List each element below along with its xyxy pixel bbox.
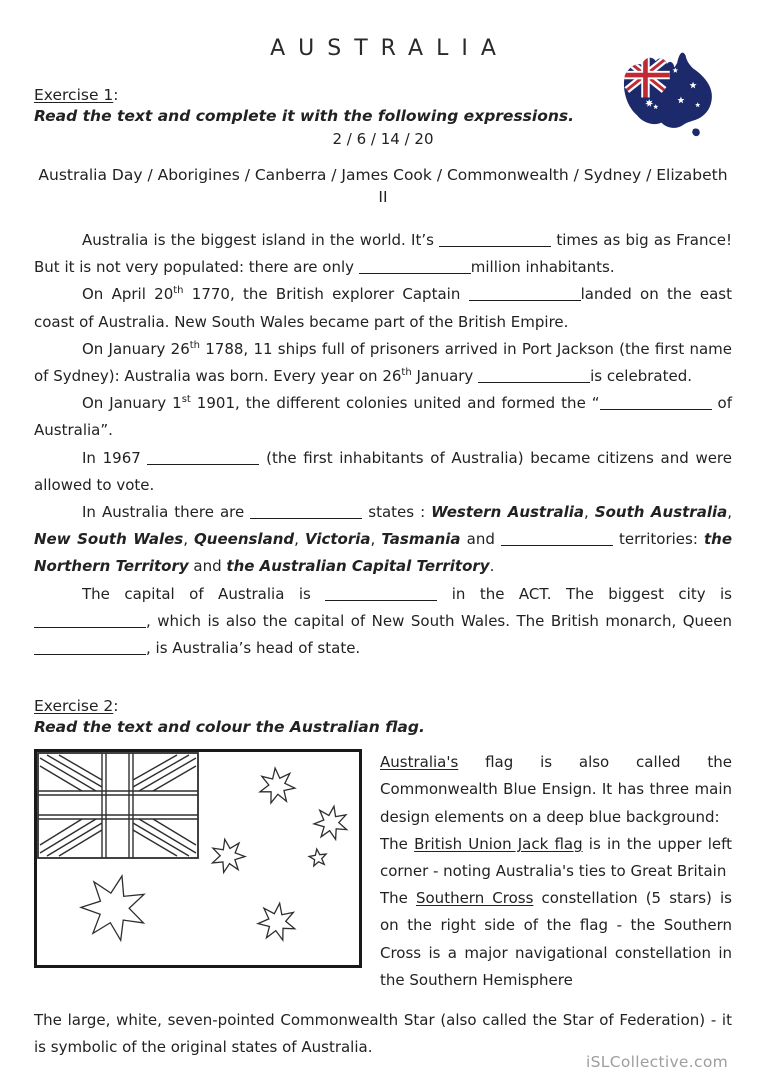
paragraph-1: Australia is the biggest island in the world. It’s times as big as France! But it is not very populated: there are only million inhabitants. — [34, 231, 732, 277]
exercise1-label: Exercise 1: — [34, 86, 119, 104]
superscript: th — [173, 285, 184, 297]
australia-map-shape — [624, 53, 712, 128]
exercise2-instructions: Read the text and colour the Australian flag. — [34, 718, 425, 737]
emphasized-text: Western Australia — [431, 503, 585, 522]
flag-section — [34, 749, 732, 994]
fill-in-blank[interactable] — [34, 641, 146, 655]
fill-in-blank[interactable] — [439, 233, 551, 247]
fill-in-blank[interactable] — [501, 532, 613, 546]
flag-description-line-1: Australia's flag is also called the Commonwealth Blue Ensign. It has three main design elements on a deep blue background: — [380, 753, 732, 826]
emphasized-text: New South Wales — [34, 530, 184, 549]
emphasized-text: South Australia — [594, 503, 728, 522]
australian-flag-outline — [34, 749, 362, 968]
page-title: AUSTRALIA — [270, 36, 509, 61]
paragraph-3: On January 26th 1788, 11 ships full of prisoners arrived in Port Jackson (the first name of Sydney): Australia was born. Every year on 26th January is celebrated. — [34, 339, 732, 386]
islcollective-watermark: iSLCollective.com — [586, 1053, 728, 1071]
superscript: th — [401, 367, 412, 379]
flag-description — [380, 749, 732, 994]
superscript: st — [181, 394, 191, 406]
australia-map-flag-icon — [610, 42, 722, 138]
commonwealth-star-outline — [76, 868, 154, 944]
underlined-text: Southern Cross — [415, 889, 534, 908]
tasmania-shape — [692, 128, 700, 136]
fill-in-blank[interactable] — [34, 614, 146, 628]
underlined-text: British Union Jack flag — [414, 834, 583, 853]
paragraph-7: The capital of Australia is in the ACT. The biggest city is , which is also the capital of New South Wales. The British monarch, Queen , is Australia’s head of state. — [34, 581, 732, 663]
emphasized-text: Tasmania — [381, 530, 461, 549]
paragraph-2: On April 20th 1770, the British explorer Captain landed on the east coast of Australia. New South Wales became part of the British Empire. — [34, 285, 732, 331]
emphasized-text: the Northern Territory — [34, 530, 732, 576]
southern-cross-outline — [208, 767, 350, 942]
exercise1-instructions: Read the text and complete it with the following expressions. — [34, 107, 575, 125]
fill-in-blank[interactable] — [250, 505, 362, 519]
fill-in-blank[interactable] — [469, 287, 581, 301]
exercise2-label: Exercise 2: — [34, 697, 119, 716]
fill-in-blank[interactable] — [147, 451, 259, 465]
exercise1-text — [34, 227, 732, 662]
flag-description-line-2: The British Union Jack flag is in the upper left corner - noting Australia's ties to Great Britain — [380, 834, 732, 881]
paragraph-4: On January 1st 1901, the different colonies united and formed the “ of Australia”. — [34, 394, 732, 440]
union-jack-outline — [38, 753, 198, 858]
paragraph-6: In Australia there are states : Western Australia, South Australia, New South Wales, Queensland, Victoria, Tasmania and territories: the Northern Territory and the Australian Capital Territory. — [34, 503, 733, 576]
emphasized-text: Queensland — [194, 530, 295, 549]
exercise1-number-options: 2 / 6 / 14 / 20 — [332, 130, 434, 148]
exercise1-word-bank: Australia Day / Aborigines / Canberra / James Cook / Commonwealth / Sydney / Elizabeth II — [38, 166, 728, 206]
emphasized-text: Victoria — [304, 530, 371, 549]
superscript: th — [189, 339, 201, 351]
paragraph-5: In 1967 (the first inhabitants of Australia) became citizens and were allowed to vote. — [34, 448, 732, 494]
flag-description-closing: The large, white, seven-pointed Commonwealth Star (also called the Star of Federation) - it is symbolic of the original states of Australia. — [34, 1011, 732, 1057]
emphasized-text: the Australian Capital Territory — [226, 557, 490, 576]
fill-in-blank[interactable] — [359, 260, 471, 274]
fill-in-blank[interactable] — [325, 587, 437, 601]
fill-in-blank[interactable] — [478, 369, 590, 383]
underlined-text: Australia's — [380, 753, 459, 772]
fill-in-blank[interactable] — [600, 396, 712, 410]
flag-description-line-3: The Southern Cross constellation (5 stars) is on the right side of the flag - the Southern Cross is a major navigational constellation in the Southern Hemisphere — [380, 889, 732, 989]
